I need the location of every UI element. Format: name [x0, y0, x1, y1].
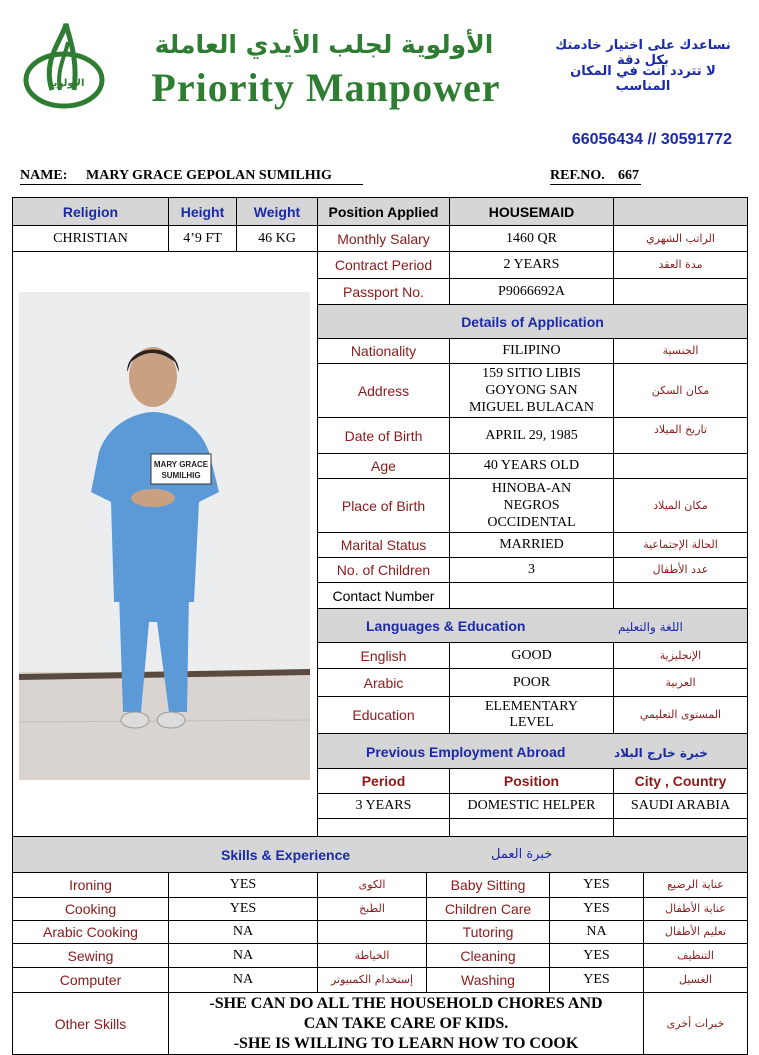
skill-babysitting-ar: عناية الرضيع: [643, 872, 748, 898]
age-ar: [613, 453, 748, 479]
position-applied-extra: [613, 197, 748, 226]
monthly-salary-label: Monthly Salary: [317, 225, 450, 252]
pob-line3: OCCIDENTAL: [487, 515, 576, 530]
children-value: 3: [449, 557, 614, 583]
contract-period-value: 2 YEARS: [449, 251, 614, 279]
dob-value: APRIL 29, 1985: [449, 417, 614, 454]
marital-value: MARRIED: [449, 532, 614, 558]
name-underline: [20, 184, 363, 185]
skill-cleaning-ar: التنظيف: [643, 943, 748, 968]
skill-childrencare-label: Children Care: [426, 897, 550, 921]
other-skills-line3: -SHE IS WILLING TO LEARN HOW TO COOK: [233, 1034, 579, 1052]
education-value: [449, 696, 614, 734]
employment-col-country: City , Country: [613, 768, 748, 794]
education-line1: ELEMENTARY: [485, 699, 578, 714]
other-skills-text: [168, 992, 644, 1055]
skill-washing-label: Washing: [426, 967, 550, 993]
ref-number: 667: [618, 168, 639, 183]
address-ar: مكان السكن: [613, 363, 748, 418]
weight-header: Weight: [236, 197, 318, 226]
height-value: 4’9 FT: [168, 225, 237, 252]
skill-washing-value: YES: [549, 967, 644, 993]
position-applied-label: Position Applied: [317, 197, 450, 226]
company-logo: [22, 20, 106, 110]
pob-line1: HINOBA-AN: [491, 481, 572, 496]
skill-ironing-value: YES: [168, 872, 318, 898]
religion-value: CHRISTIAN: [12, 225, 169, 252]
employment-country: SAUDI ARABIA: [613, 793, 748, 819]
nationality-ar: الجنسية: [613, 338, 748, 364]
arabic-ar: العربية: [613, 668, 748, 697]
passport-value: P9066692A: [449, 278, 614, 305]
monthly-salary-ar: الراتب الشهري: [613, 225, 748, 252]
nationality-value: FILIPINO: [449, 338, 614, 364]
skill-cleaning-value: YES: [549, 943, 644, 968]
skill-arabiccooking-value: NA: [168, 920, 318, 944]
arabic-label: Arabic: [317, 668, 450, 697]
contract-period-label: Contract Period: [317, 251, 450, 279]
skill-sewing-ar: الخياطة: [317, 943, 427, 968]
skill-childrencare-ar: عناية الأطفال: [643, 897, 748, 921]
skill-tutoring-label: Tutoring: [426, 920, 550, 944]
children-label: No. of Children: [317, 557, 450, 583]
skill-cooking-ar: الطبخ: [317, 897, 427, 921]
position-applied-value: HOUSEMAID: [449, 197, 614, 226]
skill-ironing-label: Ironing: [12, 872, 169, 898]
skills-heading-ar: خبرة العمل: [491, 847, 553, 862]
pob-value: [449, 478, 614, 533]
candidate-name: MARY GRACE GEPOLAN SUMILHIG: [86, 168, 332, 183]
company-arabic-name: الأولوية لجلب الأيدي العاملة: [154, 30, 494, 59]
ref-label: REF.NO.: [550, 168, 605, 183]
pob-ar: مكان الميلاد: [613, 478, 748, 533]
marital-ar: الحالة الإجتماعية: [613, 532, 748, 558]
address-line2: GOYONG SAN: [485, 383, 578, 398]
address-line3: MIGUEL BULACAN: [468, 400, 595, 415]
employment-col-period: Period: [317, 768, 450, 794]
skill-sewing-label: Sewing: [12, 943, 169, 968]
skill-computer-value: NA: [168, 967, 318, 993]
employment-col-position: Position: [449, 768, 614, 794]
tagline-line1: نساعدك على اختيار خادمتك بكل دقة: [555, 38, 731, 68]
phone-numbers: 66056434 // 30591772: [571, 131, 732, 148]
employment-heading-row: [317, 733, 748, 769]
english-label: English: [317, 642, 450, 669]
employment-empty-1: [317, 818, 450, 837]
education-ar: المستوى التعليمي: [613, 696, 748, 734]
tagline-line2: لا تتردد انت في المكان المناسب: [570, 64, 716, 94]
skill-cleaning-label: Cleaning: [426, 943, 550, 968]
skill-childrencare-value: YES: [549, 897, 644, 921]
other-skills-label: Other Skills: [12, 992, 169, 1055]
skills-heading: Skills & Experience: [221, 847, 351, 863]
details-heading: Details of Application: [317, 304, 748, 339]
height-header: Height: [168, 197, 237, 226]
languages-heading: Languages & Education: [366, 618, 526, 634]
skill-cooking-label: Cooking: [12, 897, 169, 921]
pob-line2: NEGROS: [503, 498, 560, 513]
passport-label: Passport No.: [317, 278, 450, 305]
other-skills-line1: -SHE CAN DO ALL THE HOUSEHOLD CHORES AND: [209, 994, 603, 1012]
skill-computer-ar: إستخدام الكمبيوتر: [317, 967, 427, 993]
contact-value: [449, 582, 614, 609]
skills-heading-row: [12, 836, 748, 873]
skill-arabiccooking-ar: [317, 920, 427, 944]
skill-computer-label: Computer: [12, 967, 169, 993]
candidate-photo: [19, 292, 310, 780]
skill-babysitting-label: Baby Sitting: [426, 872, 550, 898]
religion-header: Religion: [12, 197, 169, 226]
skill-cooking-value: YES: [168, 897, 318, 921]
dob-label: Date of Birth: [317, 417, 450, 454]
children-ar: عدد الأطفال: [613, 557, 748, 583]
monthly-salary-value: 1460 QR: [449, 225, 614, 252]
languages-heading-ar: اللغة والتعليم: [618, 620, 683, 634]
other-skills-line2: CAN TAKE CARE OF KIDS.: [303, 1014, 509, 1032]
logo-text: الأولوية: [47, 78, 85, 89]
nationality-label: Nationality: [317, 338, 450, 364]
photo-name-tag-line1: MARY GRACE: [153, 460, 209, 469]
address-value: [449, 363, 614, 418]
contact-ar: [613, 582, 748, 609]
skill-arabiccooking-label: Arabic Cooking: [12, 920, 169, 944]
skill-sewing-value: NA: [168, 943, 318, 968]
name-label: NAME:: [20, 168, 68, 183]
marital-label: Marital Status: [317, 532, 450, 558]
weight-value: 46 KG: [236, 225, 318, 252]
education-line2: LEVEL: [509, 715, 554, 730]
employment-empty-3: [613, 818, 748, 837]
employment-position: DOMESTIC HELPER: [449, 793, 614, 819]
education-label: Education: [317, 696, 450, 734]
other-skills-ar: خبرات أخرى: [643, 992, 748, 1055]
pob-label: Place of Birth: [317, 478, 450, 533]
employment-empty-2: [449, 818, 614, 837]
company-english-name: Priority Manpower: [151, 65, 501, 110]
employment-heading: Previous Employment Abroad: [366, 744, 566, 760]
age-value: 40 YEARS OLD: [449, 453, 614, 479]
skill-tutoring-value: NA: [549, 920, 644, 944]
english-ar: الإنجليزية: [613, 642, 748, 669]
address-line1: 159 SITIO LIBIS: [482, 366, 581, 381]
skill-babysitting-value: YES: [549, 872, 644, 898]
employment-period: 3 YEARS: [317, 793, 450, 819]
skill-ironing-ar: الكوى: [317, 872, 427, 898]
skill-washing-ar: الغسيل: [643, 967, 748, 993]
employment-heading-ar: خبرة خارج البلاد: [614, 746, 708, 760]
ref-underline: [550, 184, 641, 185]
languages-heading-row: [317, 608, 748, 643]
dob-ar: تاريخ الميلاد: [613, 417, 748, 454]
passport-ar: [613, 278, 748, 305]
arabic-value: POOR: [449, 668, 614, 697]
skill-tutoring-ar: تعليم الأطفال: [643, 920, 748, 944]
address-label: Address: [317, 363, 450, 418]
contact-label: Contact Number: [317, 582, 450, 609]
photo-name-tag-line2: SUMILHIG: [161, 471, 201, 480]
age-label: Age: [317, 453, 450, 479]
contract-period-ar: مدة العقد: [613, 251, 748, 279]
english-value: GOOD: [449, 642, 614, 669]
